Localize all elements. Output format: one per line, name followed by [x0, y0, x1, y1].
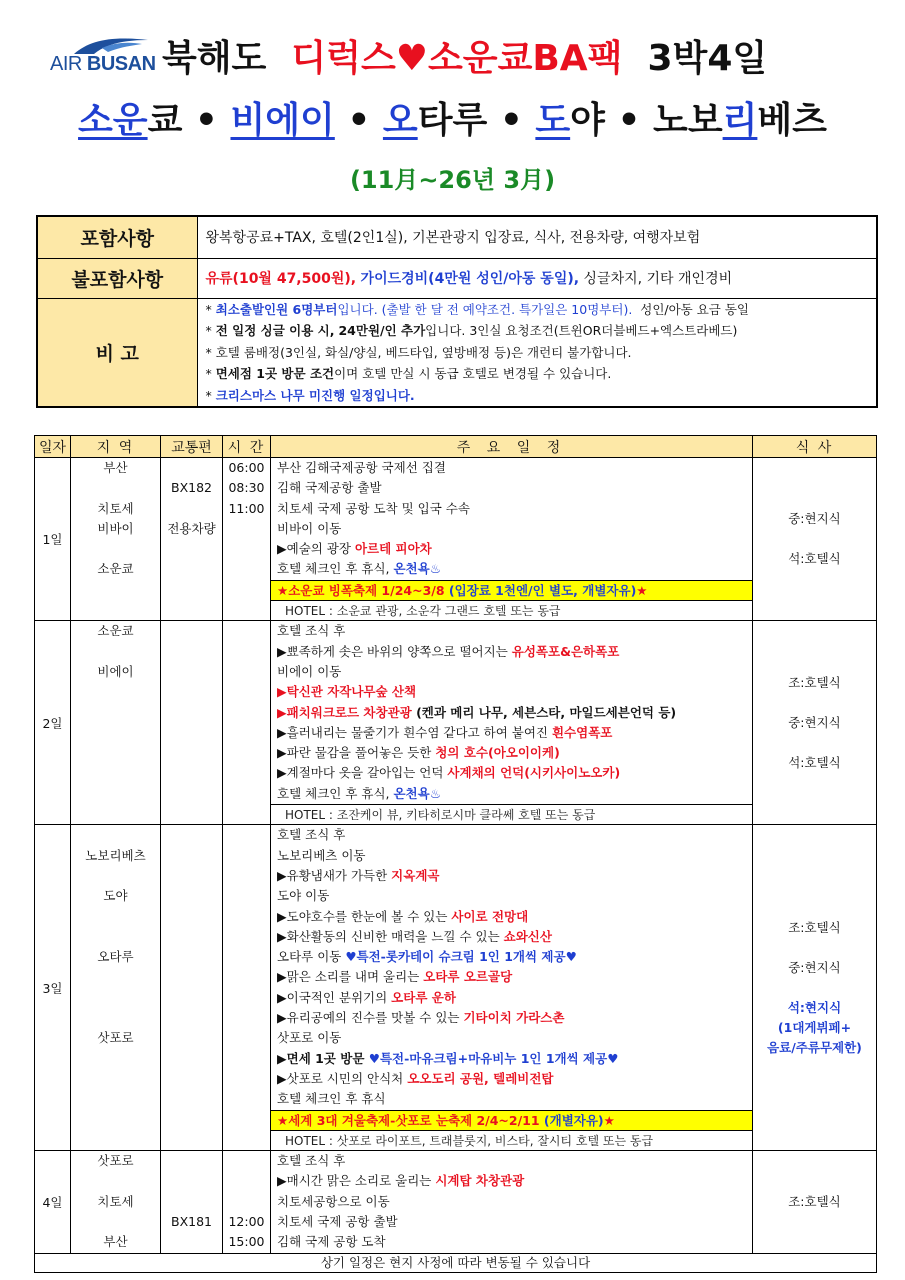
- air-busan-logo: [50, 34, 156, 78]
- region-col: 소운쿄 비에이: [71, 621, 161, 825]
- notes-list: [197, 298, 877, 407]
- info-table: [36, 215, 878, 408]
- day-1-row: [35, 458, 877, 621]
- hotel-info: HOTEL : 삿포로 라이포트, 트래블룻지, 비스타, 잘시티 호텔 또는 동급: [271, 1130, 752, 1150]
- notes-label: 비 고: [37, 298, 197, 407]
- excluded-label: 불포함사항: [37, 258, 197, 298]
- transport-col: [161, 621, 223, 825]
- header-schedule: 주 요 일 정: [271, 436, 753, 458]
- header-region: 지 역: [71, 436, 161, 458]
- festival-highlight: ★소운쿄 빙폭축제 1/24~3/8 (입장료 1천엔/인 별도, 개별자유)★: [271, 580, 752, 600]
- page-title: 북해도 디럭스♥소운쿄BA팩 3박4일: [162, 38, 768, 79]
- header-day: 일자: [35, 436, 71, 458]
- meal-col: 중:현지식 석:호텔식: [753, 458, 877, 621]
- header-transport: 교통편: [161, 436, 223, 458]
- footer-note: 상기 일정은 현지 사정에 따라 변동될 수 있습니다: [35, 1253, 877, 1272]
- note-item: * 최소출발인원 6명부터입니다. (출발 한 달 전 예약조건. 특가일은 10명부터). 성인/아동 요금 동일: [205, 301, 750, 317]
- festival-highlight: ★세계 3대 겨울축제-삿포로 눈축제 2/4~2/11 (개별자유)★: [271, 1110, 752, 1130]
- day-label: 1일: [35, 458, 71, 621]
- region-col: 부산 치토세 비바이 소운쿄: [71, 458, 161, 621]
- note-item: * 호텔 룸배정(3인실, 화실/양실, 베드타입, 옆방배정 등)은 개런티 불가합니다.: [205, 344, 632, 360]
- transport-col: BX182 전용차량: [161, 458, 223, 621]
- logo-text: AIR BUSAN: [50, 53, 156, 75]
- header-time: 시 간: [223, 436, 271, 458]
- schedule-col: 호텔 조식 후 노보리베츠 이동 ▶유황냄새가 가득한 지옥계곡 도야 이동 ▶도야호수를 한눈에 볼 수 있는 사이로 전망대 ▶화산활동의 신비한 매력을 느낄 수 있는 쇼와신산 오타루 이동 ♥특전-롯카테이 슈크림 1인 1개씩 제공♥ ▶맑은 소리를 내며 울리는 오타루 오르골당 ▶이국적인 분위기의 오타루 운하 ▶유리공예의 진수를 맛볼 수 있는 기타이치 가라스촌 삿포로 이동 ▶면세 1곳 방문 ♥특전-마유크림+마유비누 1인 1개씩 제공♥ ▶삿포로 시민의 안식처 오오도리 공원, 텔레비전탑 호텔 체크인 후 휴식 ★세계 3대 겨울축제-삿포로 눈축제 2/4~2/11 (개별자유)★ HOTEL : 삿포로 라이포트, 트래블룻지, 비스타, 잘시티 호텔 또는 동급: [271, 825, 753, 1151]
- transport-col: [161, 825, 223, 1151]
- excluded-value: 유류(10월 47,500원), 가이드경비(4만원 성인/아동 동일), 싱글차지, 기타 개인경비: [197, 258, 877, 298]
- note-item: * 면세점 1곳 방문 조건이며 호텔 만실 시 동급 호텔로 변경될 수 있습니다.: [205, 366, 612, 381]
- note-item: * 크리스마스 나무 미진행 일정입니다.: [205, 387, 415, 403]
- time-col: 06:00 08:30 11:00: [223, 458, 271, 621]
- day-3-row: [35, 825, 877, 1151]
- region-col: 노보리베츠 도야 오타루 삿포로: [71, 825, 161, 1151]
- hotel-info: HOTEL : 소운쿄 관광, 소운각 그랜드 호텔 또는 동급: [271, 600, 752, 620]
- itinerary-table: [34, 435, 877, 1273]
- day-label: 2일: [35, 621, 71, 825]
- time-col: [223, 621, 271, 825]
- schedule-col: 부산 김해국제공항 국제선 집결 김해 국제공항 출발 치토세 국제 공항 도착 및 입국 수속 비바이 이동 ▶예술의 광장 아르테 피아차 호텔 체크인 후 휴식, 온천욕♨ ★소운쿄 빙폭축제 1/24~3/8 (입장료 1천엔/인 별도, 개별자유)★ HOTEL : 소운쿄 관광, 소운각 그랜드 호텔 또는 동급: [271, 458, 753, 621]
- meal-col: 조:호텔식 중:현지식 석:호텔식: [753, 621, 877, 825]
- schedule-col: 호텔 조식 후 ▶매시간 맑은 소리로 울리는 시계탑 차창관광 치토세공항으로 이동 치토세 국제 공항 출발 김해 국제 공항 도착: [271, 1151, 753, 1253]
- region-col: 삿포로 치토세 부산: [71, 1151, 161, 1253]
- day-2-row: [35, 621, 877, 825]
- transport-col: BX181: [161, 1151, 223, 1253]
- time-col: 12:00 15:00: [223, 1151, 271, 1253]
- included-value: 왕복항공료+TAX, 호텔(2인1실), 기본관광지 입장료, 식사, 전용차량, 여행자보험: [197, 216, 877, 258]
- travel-period: (11月~26년 3月): [349, 166, 556, 194]
- schedule-col: 호텔 조식 후 ▶뾰족하게 솟은 바위의 양쪽으로 떨어지는 유성폭포&은하폭포 비에이 이동 ▶탁신관 자작나무숲 산책 ▶패치워크로드 차창관광 (켄과 메리 나무, 세븐스타, 마일드세븐언덕 등) ▶흘러내리는 물줄기가 흰수염 같다고 하여 붙여진 흰수염폭포 ▶파란 물감을 풀어놓은 듯한 청의 호수(아오이이케) ▶계절마다 옷을 갈아입는 언덕 사계채의 언덕(시키사이노오카) 호텔 체크인 후 휴식, 온천욕♨ HOTEL : 조잔케이 뷰, 키타히로시마 클라쎄 호텔 또는 동급: [271, 621, 753, 825]
- included-label: 포함사항: [37, 216, 197, 258]
- header-meal: 식 사: [753, 436, 877, 458]
- day-4-row: [35, 1151, 877, 1253]
- time-col: [223, 825, 271, 1151]
- route-title: 소운쿄 • 비에이 • 오타루 • 도야 • 노보리베츠: [78, 100, 827, 141]
- meal-col: 조:호텔식 중:현지식 석:현지식 (1대게뷔페+ 음료/주류무제한): [753, 825, 877, 1151]
- meal-col: 조:호텔식: [753, 1151, 877, 1253]
- note-item: * 전 일정 싱글 이용 시, 24만원/인 추가입니다. 3인실 요청조건(트윈OR더블베드+엑스트라베드): [205, 323, 738, 338]
- footer-note-row: [35, 1253, 877, 1272]
- day-label: 3일: [35, 825, 71, 1151]
- day-label: 4일: [35, 1151, 71, 1253]
- hotel-info: HOTEL : 조잔케이 뷰, 키타히로시마 클라쎄 호텔 또는 동급: [271, 804, 752, 824]
- heart-icon: ♥: [395, 38, 429, 79]
